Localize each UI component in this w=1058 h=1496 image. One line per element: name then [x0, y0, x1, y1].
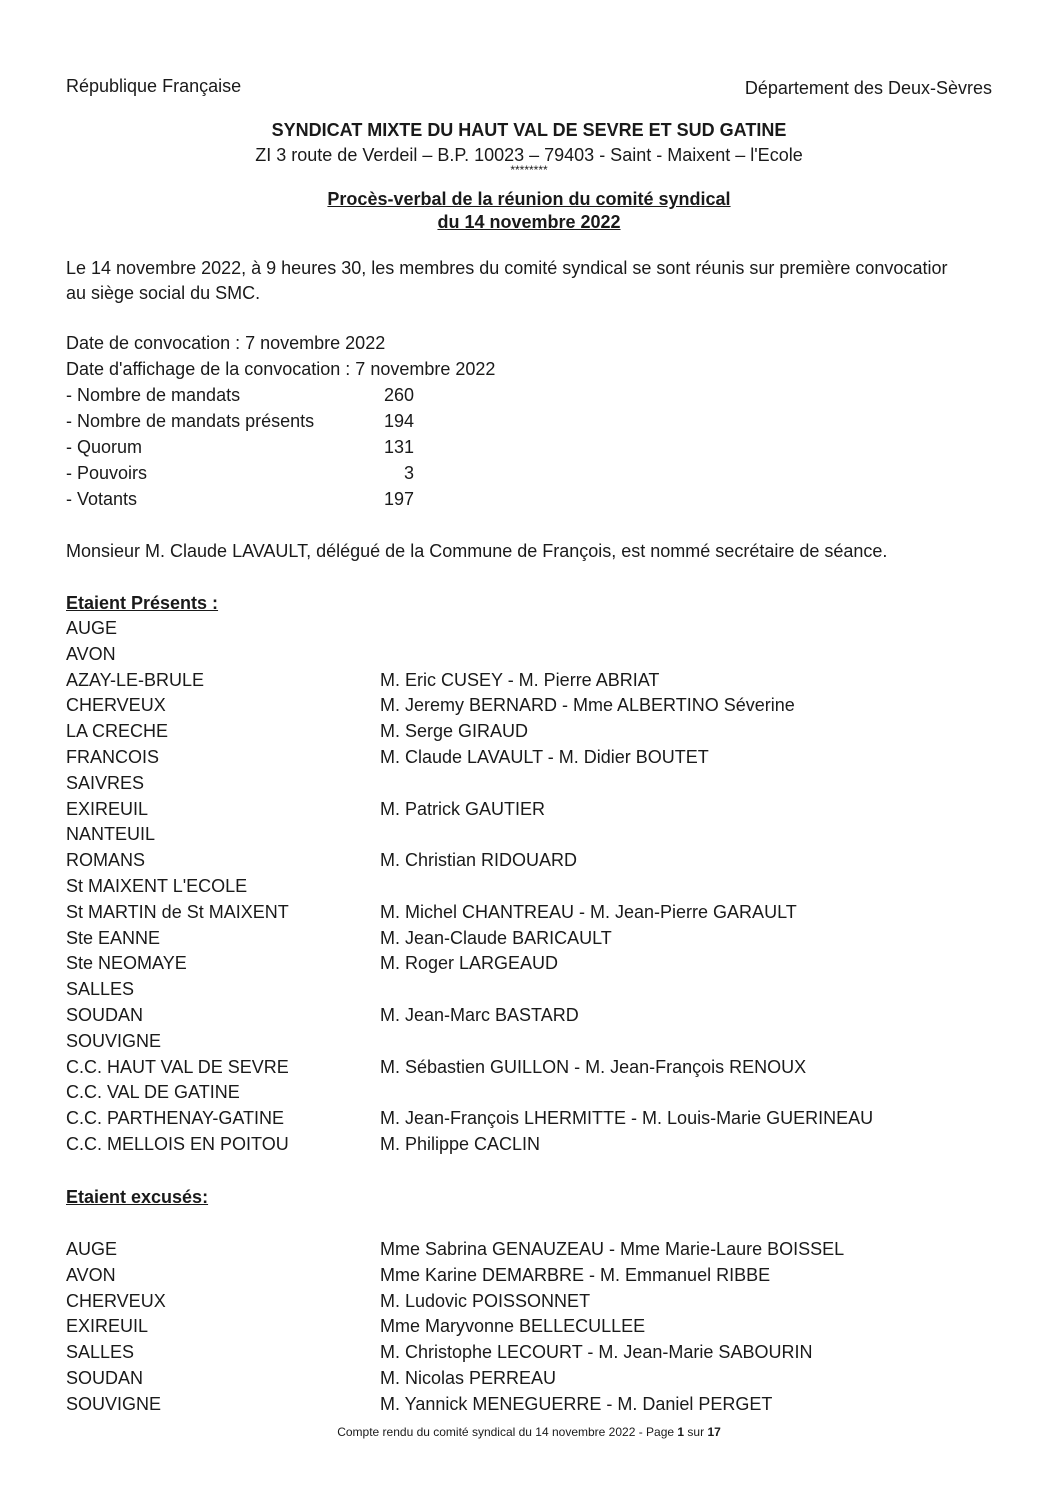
footer-middle: sur	[684, 1425, 708, 1439]
delegate-names: M. Patrick GAUTIER	[380, 798, 546, 819]
delegate-names: M. Jean-François LHERMITTE - M. Louis-Marie GUERINEAU	[380, 1108, 874, 1129]
stat-value: 260	[383, 385, 414, 405]
stat-value: 3	[403, 463, 414, 483]
commune-name: FRANCOIS	[66, 747, 160, 767]
commune-name: C.C. HAUT VAL DE SEVRE	[66, 1056, 289, 1077]
document-date: du 14 novembre 2022	[437, 212, 621, 232]
stat-label: - Pouvoirs	[66, 463, 148, 483]
delegate-names: M. Philippe CACLIN	[380, 1134, 541, 1154]
commune-name: AUGE	[66, 618, 118, 638]
footer-total: 17	[707, 1425, 721, 1439]
delegate-names: M. Roger LARGEAUD	[380, 953, 559, 974]
delegate-names: M. Eric CUSEY - M. Pierre ABRIAT	[380, 669, 660, 690]
delegate-names: Mme Karine DEMARBRE - M. Emmanuel RIBBE	[380, 1264, 771, 1285]
delegate-names: M. Christian RIDOUARD	[380, 850, 578, 871]
commune-name: EXIREUIL	[66, 798, 149, 819]
commune-name: C.C. MELLOIS EN POITOU	[66, 1134, 289, 1154]
footer-page: 1	[677, 1425, 685, 1439]
delegate-names: M. Michel CHANTREAU - M. Jean-Pierre GARAULT	[380, 901, 797, 922]
commune-name: C.C. VAL DE GATINE	[66, 1082, 240, 1103]
delegate-names: M. Jean-Claude BARICAULT	[380, 927, 612, 948]
commune-name: SOUDAN	[66, 1368, 144, 1388]
convocation-date: Date de convocation : 7 novembre 2022	[66, 333, 386, 353]
delegate-names: M. Yannick MENEGUERRE - M. Daniel PERGET	[380, 1393, 773, 1414]
commune-name: AVON	[66, 643, 116, 664]
page-footer	[0, 1425, 1058, 1439]
header-right: Département des Deux-Sèvres	[744, 78, 992, 98]
commune-name: Ste NEOMAYE	[66, 953, 187, 974]
commune-name: SALLES	[66, 979, 135, 1000]
stat-label: - Votants	[66, 489, 138, 509]
intro-line-1: Le 14 novembre 2022, à 9 heures 30, les membres du comité syndical se sont réunis sur première convocatior	[66, 258, 948, 278]
intro-line-2: au siège social du SMC.	[66, 283, 261, 303]
commune-name: CHERVEUX	[66, 695, 166, 716]
stat-label: - Nombre de mandats présents	[66, 411, 315, 431]
delegate-names: M. Ludovic POISSONNET	[380, 1290, 591, 1311]
commune-name: LA CRECHE	[66, 721, 169, 742]
commune-name: CHERVEUX	[66, 1290, 166, 1311]
delegate-names: M. Claude LAVAULT - M. Didier BOUTET	[380, 747, 709, 767]
stat-value: 197	[383, 489, 414, 509]
stars-separator: ********	[510, 163, 548, 177]
stat-label: - Quorum	[66, 437, 143, 457]
footer-prefix: Compte rendu du comité syndical du 14 novembre 2022 - Page	[337, 1425, 678, 1439]
commune-name: SOUVIGNE	[66, 1030, 162, 1051]
commune-name: SOUDAN	[66, 1005, 144, 1025]
commune-name: SALLES	[66, 1342, 135, 1363]
commune-name: EXIREUIL	[66, 1316, 149, 1337]
commune-name: C.C. PARTHENAY-GATINE	[66, 1108, 285, 1129]
secretary-statement: Monsieur M. Claude LAVAULT, délégué de la Commune de François, est nommé secrétaire de séance.	[66, 541, 888, 561]
commune-name: AZAY-LE-BRULE	[66, 669, 205, 690]
delegate-names: M. Jeremy BERNARD - Mme ALBERTINO Séverine	[380, 695, 795, 716]
commune-name: St MAIXENT L'ECOLE	[66, 876, 248, 896]
commune-name: SOUVIGNE	[66, 1393, 162, 1414]
stat-value: 131	[383, 437, 414, 457]
stat-value: 194	[383, 411, 414, 431]
affichage-date: Date d'affichage de la convocation : 7 novembre 2022	[66, 359, 496, 379]
delegate-names: Mme Sabrina GENAUZEAU - Mme Marie-Laure BOISSEL	[380, 1239, 845, 1259]
stat-label: - Nombre de mandats	[66, 385, 241, 405]
commune-name: ROMANS	[66, 850, 146, 871]
org-address: ZI 3 route de Verdeil – B.P. 10023 – 79403 - Saint - Maixent – l'Ecole	[255, 145, 803, 165]
commune-name: NANTEUIL	[66, 824, 156, 845]
document-title: Procès-verbal de la réunion du comité syndical	[327, 189, 731, 209]
commune-name: AVON	[66, 1264, 116, 1285]
delegate-names: M. Sébastien GUILLON - M. Jean-François RENOUX	[380, 1056, 807, 1077]
commune-name: St MARTIN de St MAIXENT	[66, 901, 289, 922]
delegate-names: M. Jean-Marc BASTARD	[380, 1005, 579, 1025]
present-heading: Etaient Présents :	[66, 593, 219, 613]
excused-heading: Etaient excusés:	[66, 1187, 209, 1207]
delegate-names: M. Serge GIRAUD	[380, 721, 529, 742]
commune-name: Ste EANNE	[66, 927, 161, 948]
header-left: République Française	[66, 76, 242, 96]
commune-name: AUGE	[66, 1239, 118, 1259]
delegate-names: Mme Maryvonne BELLECULLEE	[380, 1316, 646, 1337]
delegate-names: M. Christophe LECOURT - M. Jean-Marie SABOURIN	[380, 1342, 813, 1363]
commune-name: SAIVRES	[66, 772, 145, 793]
delegate-names: M. Nicolas PERREAU	[380, 1368, 557, 1388]
org-name: SYNDICAT MIXTE DU HAUT VAL DE SEVRE ET SUD GATINE	[271, 120, 787, 140]
